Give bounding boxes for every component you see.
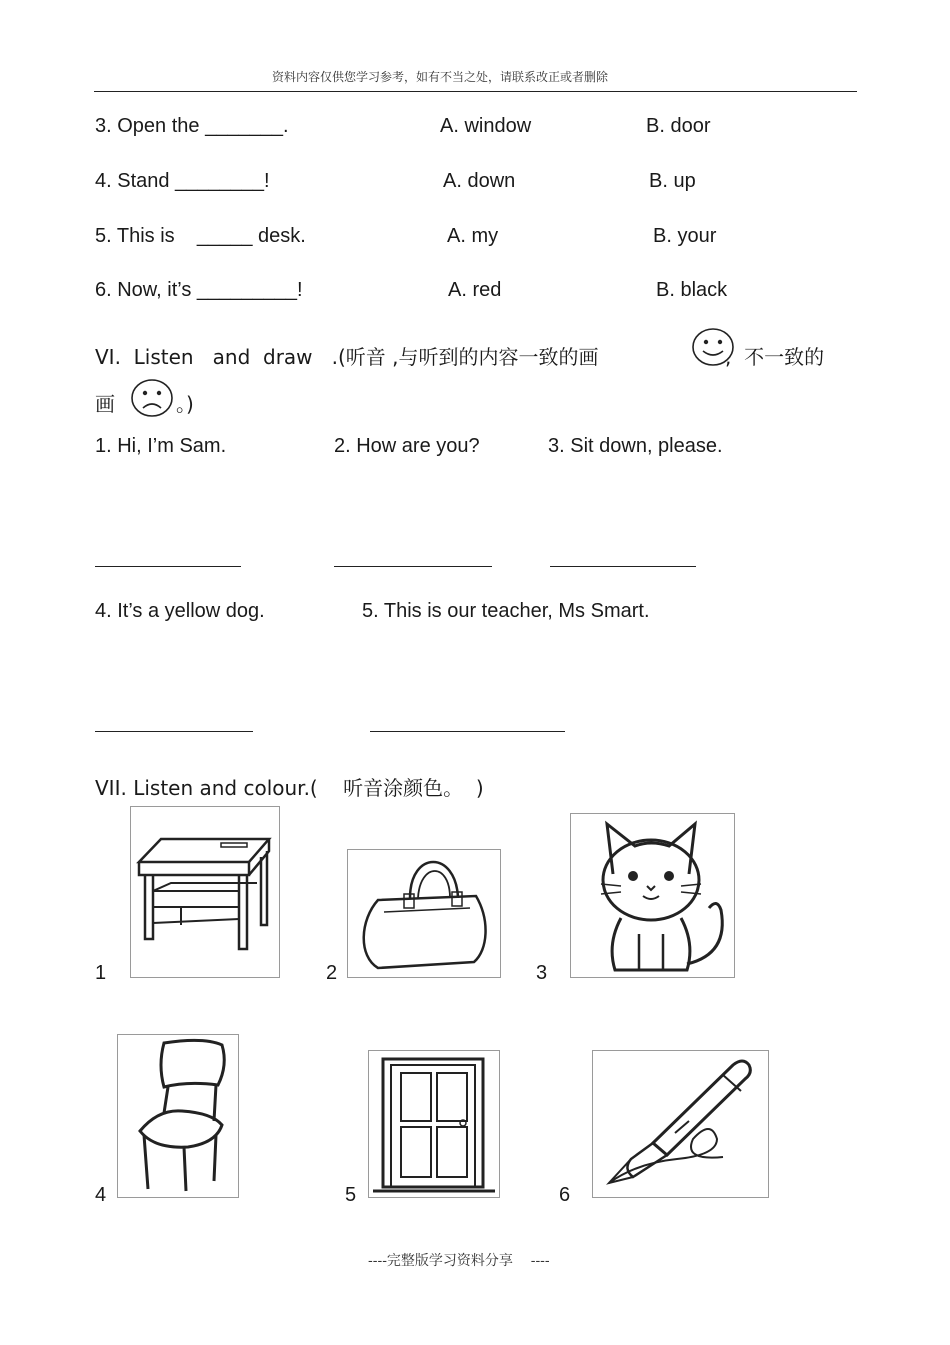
section-6-line2-end: 。) bbox=[176, 392, 194, 416]
option-6b: B. black bbox=[656, 279, 728, 301]
sad-face-icon bbox=[130, 378, 174, 418]
question-6: 6. Now, it’s _________! bbox=[95, 279, 303, 301]
draw-item-3: 3. Sit down, please. bbox=[548, 435, 723, 457]
draw-item-1: 1. Hi, I’m Sam. bbox=[95, 435, 227, 457]
page-header: 资料内容仅供您学习参考，如有不当之处，请联系改正或者删除 bbox=[272, 70, 609, 84]
answer-blank-1[interactable] bbox=[95, 566, 241, 567]
question-5: 5. This is _____ desk. bbox=[95, 225, 306, 247]
option-3b: B. door bbox=[646, 115, 711, 137]
option-5a: A. my bbox=[447, 225, 499, 247]
draw-item-5: 5. This is our teacher, Ms Smart. bbox=[362, 600, 650, 622]
pen-icon[interactable] bbox=[592, 1050, 769, 1198]
option-6a: A. red bbox=[448, 279, 502, 301]
picture-number-3: 3 bbox=[536, 962, 548, 984]
door-icon[interactable] bbox=[368, 1050, 500, 1198]
page-footer: ----完整版学习资料分享 ---- bbox=[368, 1253, 550, 1269]
question-3: 3. Open the _______. bbox=[95, 115, 289, 137]
answer-blank-3[interactable] bbox=[550, 566, 696, 567]
handbag-icon[interactable] bbox=[347, 849, 501, 978]
desk-icon[interactable] bbox=[130, 806, 280, 978]
picture-number-4: 4 bbox=[95, 1184, 107, 1206]
cat-icon[interactable] bbox=[570, 813, 735, 978]
section-7-title: VII. Listen and colour.( 听音涂颜色。 ) bbox=[95, 776, 484, 800]
answer-blank-4[interactable] bbox=[95, 731, 253, 732]
option-3a: A. window bbox=[440, 115, 532, 137]
option-4b: B. up bbox=[649, 170, 696, 192]
answer-blank-5[interactable] bbox=[370, 731, 565, 732]
answer-blank-2[interactable] bbox=[334, 566, 492, 567]
picture-number-1: 1 bbox=[95, 962, 107, 984]
picture-number-2: 2 bbox=[326, 962, 338, 984]
section-6-title: VI. Listen and draw .(听音 ,与听到的内容一致的画 bbox=[95, 345, 599, 369]
picture-number-5: 5 bbox=[345, 1184, 357, 1206]
draw-item-4: 4. It’s a yellow dog. bbox=[95, 600, 265, 622]
draw-item-2: 2. How are you? bbox=[334, 435, 480, 457]
picture-number-6: 6 bbox=[559, 1184, 571, 1206]
header-divider bbox=[94, 91, 857, 92]
option-4a: A. down bbox=[443, 170, 516, 192]
section-6-line2-start: 画 bbox=[95, 392, 115, 416]
chair-icon[interactable] bbox=[117, 1034, 239, 1198]
question-4: 4. Stand ________! bbox=[95, 170, 270, 192]
section-6-title-tail: , 不一致的 bbox=[725, 345, 825, 369]
option-5b: B. your bbox=[653, 225, 717, 247]
